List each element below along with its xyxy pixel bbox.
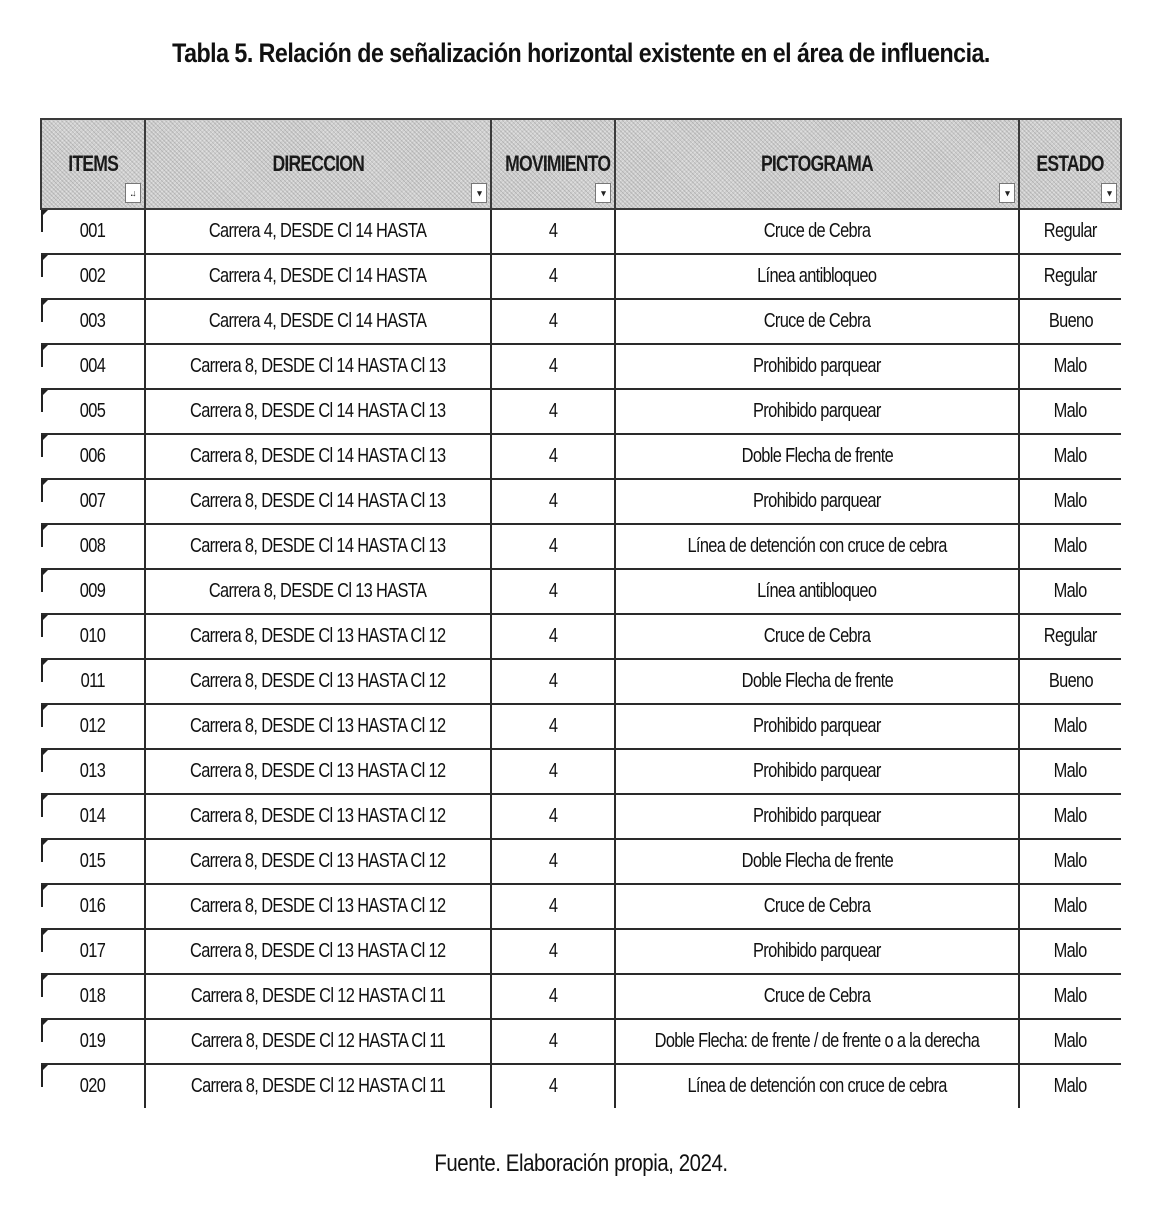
cell-pictograma-text: Prohibido parquear xyxy=(753,490,881,512)
cell-pictograma[interactable] xyxy=(615,524,1019,569)
cell-item[interactable] xyxy=(41,929,145,974)
cell-estado-text: Regular xyxy=(1044,265,1097,287)
cell-pictograma-text: Cruce de Cebra xyxy=(763,625,871,647)
cell-direccion[interactable] xyxy=(145,929,491,974)
cell-direccion-text: Carrera 8, DESDE Cl 13 HASTA Cl 12 xyxy=(190,895,446,917)
header-pictograma[interactable] xyxy=(615,119,1019,209)
header-items-label: ITEMS xyxy=(68,151,118,176)
header-direccion-label: DIRECCION xyxy=(272,151,364,176)
cell-pictograma-text: Doble Flecha de frente xyxy=(741,850,893,872)
cell-pictograma[interactable] xyxy=(615,929,1019,974)
header-items[interactable] xyxy=(41,119,145,209)
table-row xyxy=(41,1064,1121,1108)
cell-item[interactable] xyxy=(41,614,145,659)
cell-estado-text: Malo xyxy=(1054,1030,1087,1052)
cell-movimiento[interactable] xyxy=(491,434,615,479)
cell-movimiento[interactable] xyxy=(491,479,615,524)
cell-estado-text: Malo xyxy=(1054,490,1087,512)
cell-direccion[interactable] xyxy=(145,344,491,389)
cell-estado[interactable] xyxy=(1019,434,1121,479)
cell-pictograma[interactable] xyxy=(615,389,1019,434)
filter-dropdown-icon[interactable]: ▾ xyxy=(595,183,611,203)
cell-item-text: 016 xyxy=(79,895,106,917)
cell-direccion[interactable] xyxy=(145,614,491,659)
cell-estado-text: Malo xyxy=(1054,760,1087,782)
cell-estado[interactable] xyxy=(1019,209,1121,254)
cell-estado[interactable] xyxy=(1019,479,1121,524)
cell-direccion-text: Carrera 8, DESDE Cl 14 HASTA Cl 13 xyxy=(190,490,446,512)
cell-estado[interactable] xyxy=(1019,299,1121,344)
cell-direccion[interactable] xyxy=(145,389,491,434)
cell-item-text: 014 xyxy=(79,805,106,827)
cell-item[interactable] xyxy=(41,839,145,884)
cell-estado-text: Regular xyxy=(1044,625,1097,647)
table-row xyxy=(41,974,1121,1019)
cell-pictograma-text: Doble Flecha: de frente / de frente o a la derecha xyxy=(654,1030,980,1052)
cell-direccion[interactable] xyxy=(145,569,491,614)
cell-pictograma-text: Cruce de Cebra xyxy=(763,895,871,917)
cell-pictograma[interactable] xyxy=(615,344,1019,389)
table-row xyxy=(41,569,1121,614)
cell-movimiento-text: 4 xyxy=(548,895,558,917)
cell-item[interactable] xyxy=(41,884,145,929)
cell-movimiento-text: 4 xyxy=(548,625,558,647)
header-estado[interactable] xyxy=(1019,119,1121,209)
table-row xyxy=(41,344,1121,389)
cell-item[interactable] xyxy=(41,704,145,749)
cell-movimiento-text: 4 xyxy=(548,220,558,242)
cell-item[interactable] xyxy=(41,659,145,704)
cell-direccion-text: Carrera 4, DESDE Cl 14 HASTA xyxy=(209,265,427,287)
table-row xyxy=(41,884,1121,929)
filter-dropdown-icon[interactable]: ▾ xyxy=(999,183,1015,203)
cell-estado[interactable] xyxy=(1019,839,1121,884)
cell-movimiento-text: 4 xyxy=(548,310,558,332)
cell-item[interactable] xyxy=(41,344,145,389)
cell-direccion[interactable] xyxy=(145,884,491,929)
table-row xyxy=(41,479,1121,524)
cell-movimiento[interactable] xyxy=(491,389,615,434)
cell-movimiento[interactable] xyxy=(491,749,615,794)
cell-pictograma[interactable] xyxy=(615,749,1019,794)
cell-movimiento-text: 4 xyxy=(548,1075,558,1097)
cell-movimiento[interactable] xyxy=(491,929,615,974)
cell-pictograma[interactable] xyxy=(615,254,1019,299)
cell-direccion-text: Carrera 8, DESDE Cl 13 HASTA Cl 12 xyxy=(190,940,446,962)
cell-estado-text: Malo xyxy=(1054,850,1087,872)
cell-direccion[interactable] xyxy=(145,704,491,749)
cell-movimiento[interactable] xyxy=(491,1064,615,1108)
header-estado-label: ESTADO xyxy=(1036,151,1104,176)
cell-movimiento-text: 4 xyxy=(548,580,558,602)
cell-estado[interactable] xyxy=(1019,929,1121,974)
cell-estado[interactable] xyxy=(1019,974,1121,1019)
cell-movimiento-text: 4 xyxy=(548,400,558,422)
cell-direccion-text: Carrera 8, DESDE Cl 13 HASTA Cl 12 xyxy=(190,805,446,827)
table-title: Tabla 5. Relación de señalización horizontal existente en el área de influencia. xyxy=(172,38,990,68)
cell-pictograma-text: Cruce de Cebra xyxy=(763,985,871,1007)
cell-movimiento-text: 4 xyxy=(548,1030,558,1052)
table-row xyxy=(41,209,1121,254)
cell-item[interactable] xyxy=(41,794,145,839)
cell-movimiento-text: 4 xyxy=(548,265,558,287)
cell-movimiento[interactable] xyxy=(491,524,615,569)
cell-pictograma[interactable] xyxy=(615,794,1019,839)
cell-estado-text: Bueno xyxy=(1048,310,1093,332)
cell-estado-text: Malo xyxy=(1054,985,1087,1007)
cell-pictograma[interactable] xyxy=(615,569,1019,614)
header-movimiento[interactable] xyxy=(491,119,615,209)
cell-estado[interactable] xyxy=(1019,344,1121,389)
cell-item[interactable] xyxy=(41,479,145,524)
header-movimiento-label: MOVIMIENTO xyxy=(505,151,611,176)
cell-movimiento-text: 4 xyxy=(548,985,558,1007)
cell-movimiento[interactable] xyxy=(491,569,615,614)
cell-direccion[interactable] xyxy=(145,299,491,344)
cell-direccion[interactable] xyxy=(145,524,491,569)
cell-direccion[interactable] xyxy=(145,1019,491,1064)
cell-item[interactable] xyxy=(41,1019,145,1064)
cell-estado-text: Malo xyxy=(1054,580,1087,602)
spreadsheet-table xyxy=(40,118,1120,1108)
cell-pictograma-text: Prohibido parquear xyxy=(753,940,881,962)
header-row xyxy=(41,119,1121,209)
cell-pictograma[interactable] xyxy=(615,1019,1019,1064)
cell-movimiento-text: 4 xyxy=(548,715,558,737)
cell-direccion[interactable] xyxy=(145,254,491,299)
cell-direccion-text: Carrera 8, DESDE Cl 13 HASTA Cl 12 xyxy=(190,670,446,692)
cell-estado[interactable] xyxy=(1019,794,1121,839)
cell-pictograma[interactable] xyxy=(615,704,1019,749)
cell-item[interactable] xyxy=(41,209,145,254)
cell-direccion-text: Carrera 8, DESDE Cl 13 HASTA Cl 12 xyxy=(190,715,446,737)
cell-item-text: 017 xyxy=(79,940,106,962)
cell-estado-text: Malo xyxy=(1054,805,1087,827)
cell-direccion[interactable] xyxy=(145,479,491,524)
table-row xyxy=(41,434,1121,479)
cell-movimiento[interactable] xyxy=(491,254,615,299)
cell-estado-text: Malo xyxy=(1054,940,1087,962)
cell-estado-text: Malo xyxy=(1054,400,1087,422)
cell-pictograma[interactable] xyxy=(615,884,1019,929)
cell-direccion-text: Carrera 8, DESDE Cl 14 HASTA Cl 13 xyxy=(190,445,446,467)
cell-item-text: 004 xyxy=(79,355,106,377)
cell-pictograma-text: Cruce de Cebra xyxy=(763,310,871,332)
table-row xyxy=(41,929,1121,974)
cell-item-text: 018 xyxy=(79,985,106,1007)
cell-direccion[interactable] xyxy=(145,794,491,839)
table-row xyxy=(41,614,1121,659)
table-row xyxy=(41,749,1121,794)
filter-dropdown-icon[interactable]: ▾ xyxy=(471,183,487,203)
cell-item-text: 010 xyxy=(79,625,106,647)
cell-estado[interactable] xyxy=(1019,704,1121,749)
cell-estado[interactable] xyxy=(1019,884,1121,929)
cell-estado[interactable] xyxy=(1019,1019,1121,1064)
cell-pictograma-text: Línea antibloqueo xyxy=(757,580,877,602)
cell-movimiento-text: 4 xyxy=(548,670,558,692)
cell-movimiento-text: 4 xyxy=(548,355,558,377)
cell-movimiento-text: 4 xyxy=(548,850,558,872)
cell-direccion[interactable] xyxy=(145,839,491,884)
cell-item-text: 006 xyxy=(79,445,106,467)
cell-movimiento[interactable] xyxy=(491,209,615,254)
cell-direccion-text: Carrera 8, DESDE Cl 14 HASTA Cl 13 xyxy=(190,355,446,377)
cell-pictograma-text: Prohibido parquear xyxy=(753,715,881,737)
cell-item[interactable] xyxy=(41,569,145,614)
cell-estado-text: Malo xyxy=(1054,445,1087,467)
cell-item[interactable] xyxy=(41,254,145,299)
cell-item-text: 005 xyxy=(79,400,106,422)
cell-movimiento[interactable] xyxy=(491,839,615,884)
cell-direccion-text: Carrera 8, DESDE Cl 13 HASTA Cl 12 xyxy=(190,760,446,782)
cell-movimiento-text: 4 xyxy=(548,940,558,962)
cell-item-text: 019 xyxy=(79,1030,106,1052)
filter-dropdown-icon[interactable]: ▾ xyxy=(1101,183,1117,203)
cell-movimiento[interactable] xyxy=(491,884,615,929)
cell-movimiento[interactable] xyxy=(491,659,615,704)
sort-icon[interactable]: .↓ xyxy=(125,183,141,203)
cell-direccion-text: Carrera 8, DESDE Cl 14 HASTA Cl 13 xyxy=(190,535,446,557)
cell-pictograma[interactable] xyxy=(615,659,1019,704)
cell-direccion[interactable] xyxy=(145,209,491,254)
cell-estado-text: Malo xyxy=(1054,895,1087,917)
cell-movimiento-text: 4 xyxy=(548,760,558,782)
cell-pictograma-text: Cruce de Cebra xyxy=(763,220,871,242)
cell-pictograma-text: Prohibido parquear xyxy=(753,355,881,377)
cell-pictograma[interactable] xyxy=(615,209,1019,254)
cell-pictograma-text: Prohibido parquear xyxy=(753,760,881,782)
cell-item[interactable] xyxy=(41,749,145,794)
cell-direccion[interactable] xyxy=(145,659,491,704)
cell-pictograma[interactable] xyxy=(615,299,1019,344)
cell-pictograma-text: Línea antibloqueo xyxy=(757,265,877,287)
table-body xyxy=(41,209,1121,1108)
cell-pictograma[interactable] xyxy=(615,434,1019,479)
table-row xyxy=(41,299,1121,344)
cell-estado-text: Bueno xyxy=(1048,670,1093,692)
cell-item-text: 012 xyxy=(79,715,106,737)
table-row xyxy=(41,704,1121,749)
cell-estado[interactable] xyxy=(1019,569,1121,614)
cell-item[interactable] xyxy=(41,434,145,479)
cell-estado[interactable] xyxy=(1019,1064,1121,1108)
cell-direccion-text: Carrera 8, DESDE Cl 13 HASTA xyxy=(209,580,427,602)
cell-direccion-text: Carrera 8, DESDE Cl 13 HASTA Cl 12 xyxy=(190,625,446,647)
cell-direccion-text: Carrera 4, DESDE Cl 14 HASTA xyxy=(209,220,427,242)
cell-estado-text: Malo xyxy=(1054,1075,1087,1097)
cell-direccion[interactable] xyxy=(145,434,491,479)
cell-estado-text: Malo xyxy=(1054,715,1087,737)
cell-pictograma[interactable] xyxy=(615,479,1019,524)
cell-estado[interactable] xyxy=(1019,749,1121,794)
signage-table xyxy=(40,118,1122,1108)
cell-movimiento[interactable] xyxy=(491,1019,615,1064)
table-row xyxy=(41,1019,1121,1064)
cell-movimiento[interactable] xyxy=(491,344,615,389)
cell-direccion[interactable] xyxy=(145,1064,491,1108)
cell-item-text: 011 xyxy=(80,670,105,692)
cell-item-text: 013 xyxy=(79,760,106,782)
cell-pictograma[interactable] xyxy=(615,974,1019,1019)
cell-movimiento-text: 4 xyxy=(548,535,558,557)
table-row xyxy=(41,659,1121,704)
cell-pictograma-text: Doble Flecha de frente xyxy=(741,445,893,467)
cell-estado[interactable] xyxy=(1019,389,1121,434)
table-row xyxy=(41,389,1121,434)
cell-estado[interactable] xyxy=(1019,254,1121,299)
cell-pictograma-text: Prohibido parquear xyxy=(753,400,881,422)
cell-pictograma[interactable] xyxy=(615,614,1019,659)
table-row xyxy=(41,794,1121,839)
cell-direccion-text: Carrera 8, DESDE Cl 13 HASTA Cl 12 xyxy=(190,850,446,872)
cell-direccion-text: Carrera 8, DESDE Cl 12 HASTA Cl 11 xyxy=(190,1030,446,1052)
cell-pictograma[interactable] xyxy=(615,1064,1019,1108)
header-pictograma-label: PICTOGRAMA xyxy=(761,151,873,176)
cell-item-text: 001 xyxy=(79,220,106,242)
cell-estado-text: Malo xyxy=(1054,535,1087,557)
cell-movimiento[interactable] xyxy=(491,794,615,839)
cell-pictograma-text: Línea de detención con cruce de cebra xyxy=(687,535,947,557)
cell-direccion-text: Carrera 8, DESDE Cl 14 HASTA Cl 13 xyxy=(190,400,446,422)
cell-movimiento[interactable] xyxy=(491,704,615,749)
cell-item-text: 009 xyxy=(79,580,106,602)
table-row xyxy=(41,254,1121,299)
cell-item-text: 007 xyxy=(79,490,106,512)
cell-pictograma-text: Línea de detención con cruce de cebra xyxy=(687,1075,947,1097)
cell-item-text: 015 xyxy=(79,850,106,872)
cell-estado-text: Malo xyxy=(1054,355,1087,377)
cell-movimiento-text: 4 xyxy=(548,445,558,467)
cell-item-text: 008 xyxy=(79,535,106,557)
table-row xyxy=(41,839,1121,884)
cell-direccion[interactable] xyxy=(145,974,491,1019)
cell-direccion[interactable] xyxy=(145,749,491,794)
cell-estado[interactable] xyxy=(1019,614,1121,659)
cell-item-text: 003 xyxy=(79,310,106,332)
cell-estado[interactable] xyxy=(1019,524,1121,569)
header-direccion[interactable] xyxy=(145,119,491,209)
cell-movimiento[interactable] xyxy=(491,974,615,1019)
cell-estado-text: Regular xyxy=(1044,220,1097,242)
cell-item[interactable] xyxy=(41,974,145,1019)
cell-movimiento-text: 4 xyxy=(548,805,558,827)
cell-estado[interactable] xyxy=(1019,659,1121,704)
cell-item-text: 002 xyxy=(79,265,106,287)
cell-direccion-text: Carrera 4, DESDE Cl 14 HASTA xyxy=(209,310,427,332)
cell-movimiento-text: 4 xyxy=(548,490,558,512)
cell-direccion-text: Carrera 8, DESDE Cl 12 HASTA Cl 11 xyxy=(190,1075,446,1097)
cell-item-text: 020 xyxy=(79,1075,106,1097)
cell-pictograma-text: Doble Flecha de frente xyxy=(741,670,893,692)
cell-item[interactable] xyxy=(41,1064,145,1108)
source-note: Fuente. Elaboración propia, 2024. xyxy=(434,1150,728,1177)
table-row xyxy=(41,524,1121,569)
cell-pictograma-text: Prohibido parquear xyxy=(753,805,881,827)
cell-pictograma[interactable] xyxy=(615,839,1019,884)
cell-item[interactable] xyxy=(41,389,145,434)
cell-item[interactable] xyxy=(41,299,145,344)
cell-direccion-text: Carrera 8, DESDE Cl 12 HASTA Cl 11 xyxy=(190,985,446,1007)
cell-movimiento[interactable] xyxy=(491,614,615,659)
cell-movimiento[interactable] xyxy=(491,299,615,344)
cell-item[interactable] xyxy=(41,524,145,569)
